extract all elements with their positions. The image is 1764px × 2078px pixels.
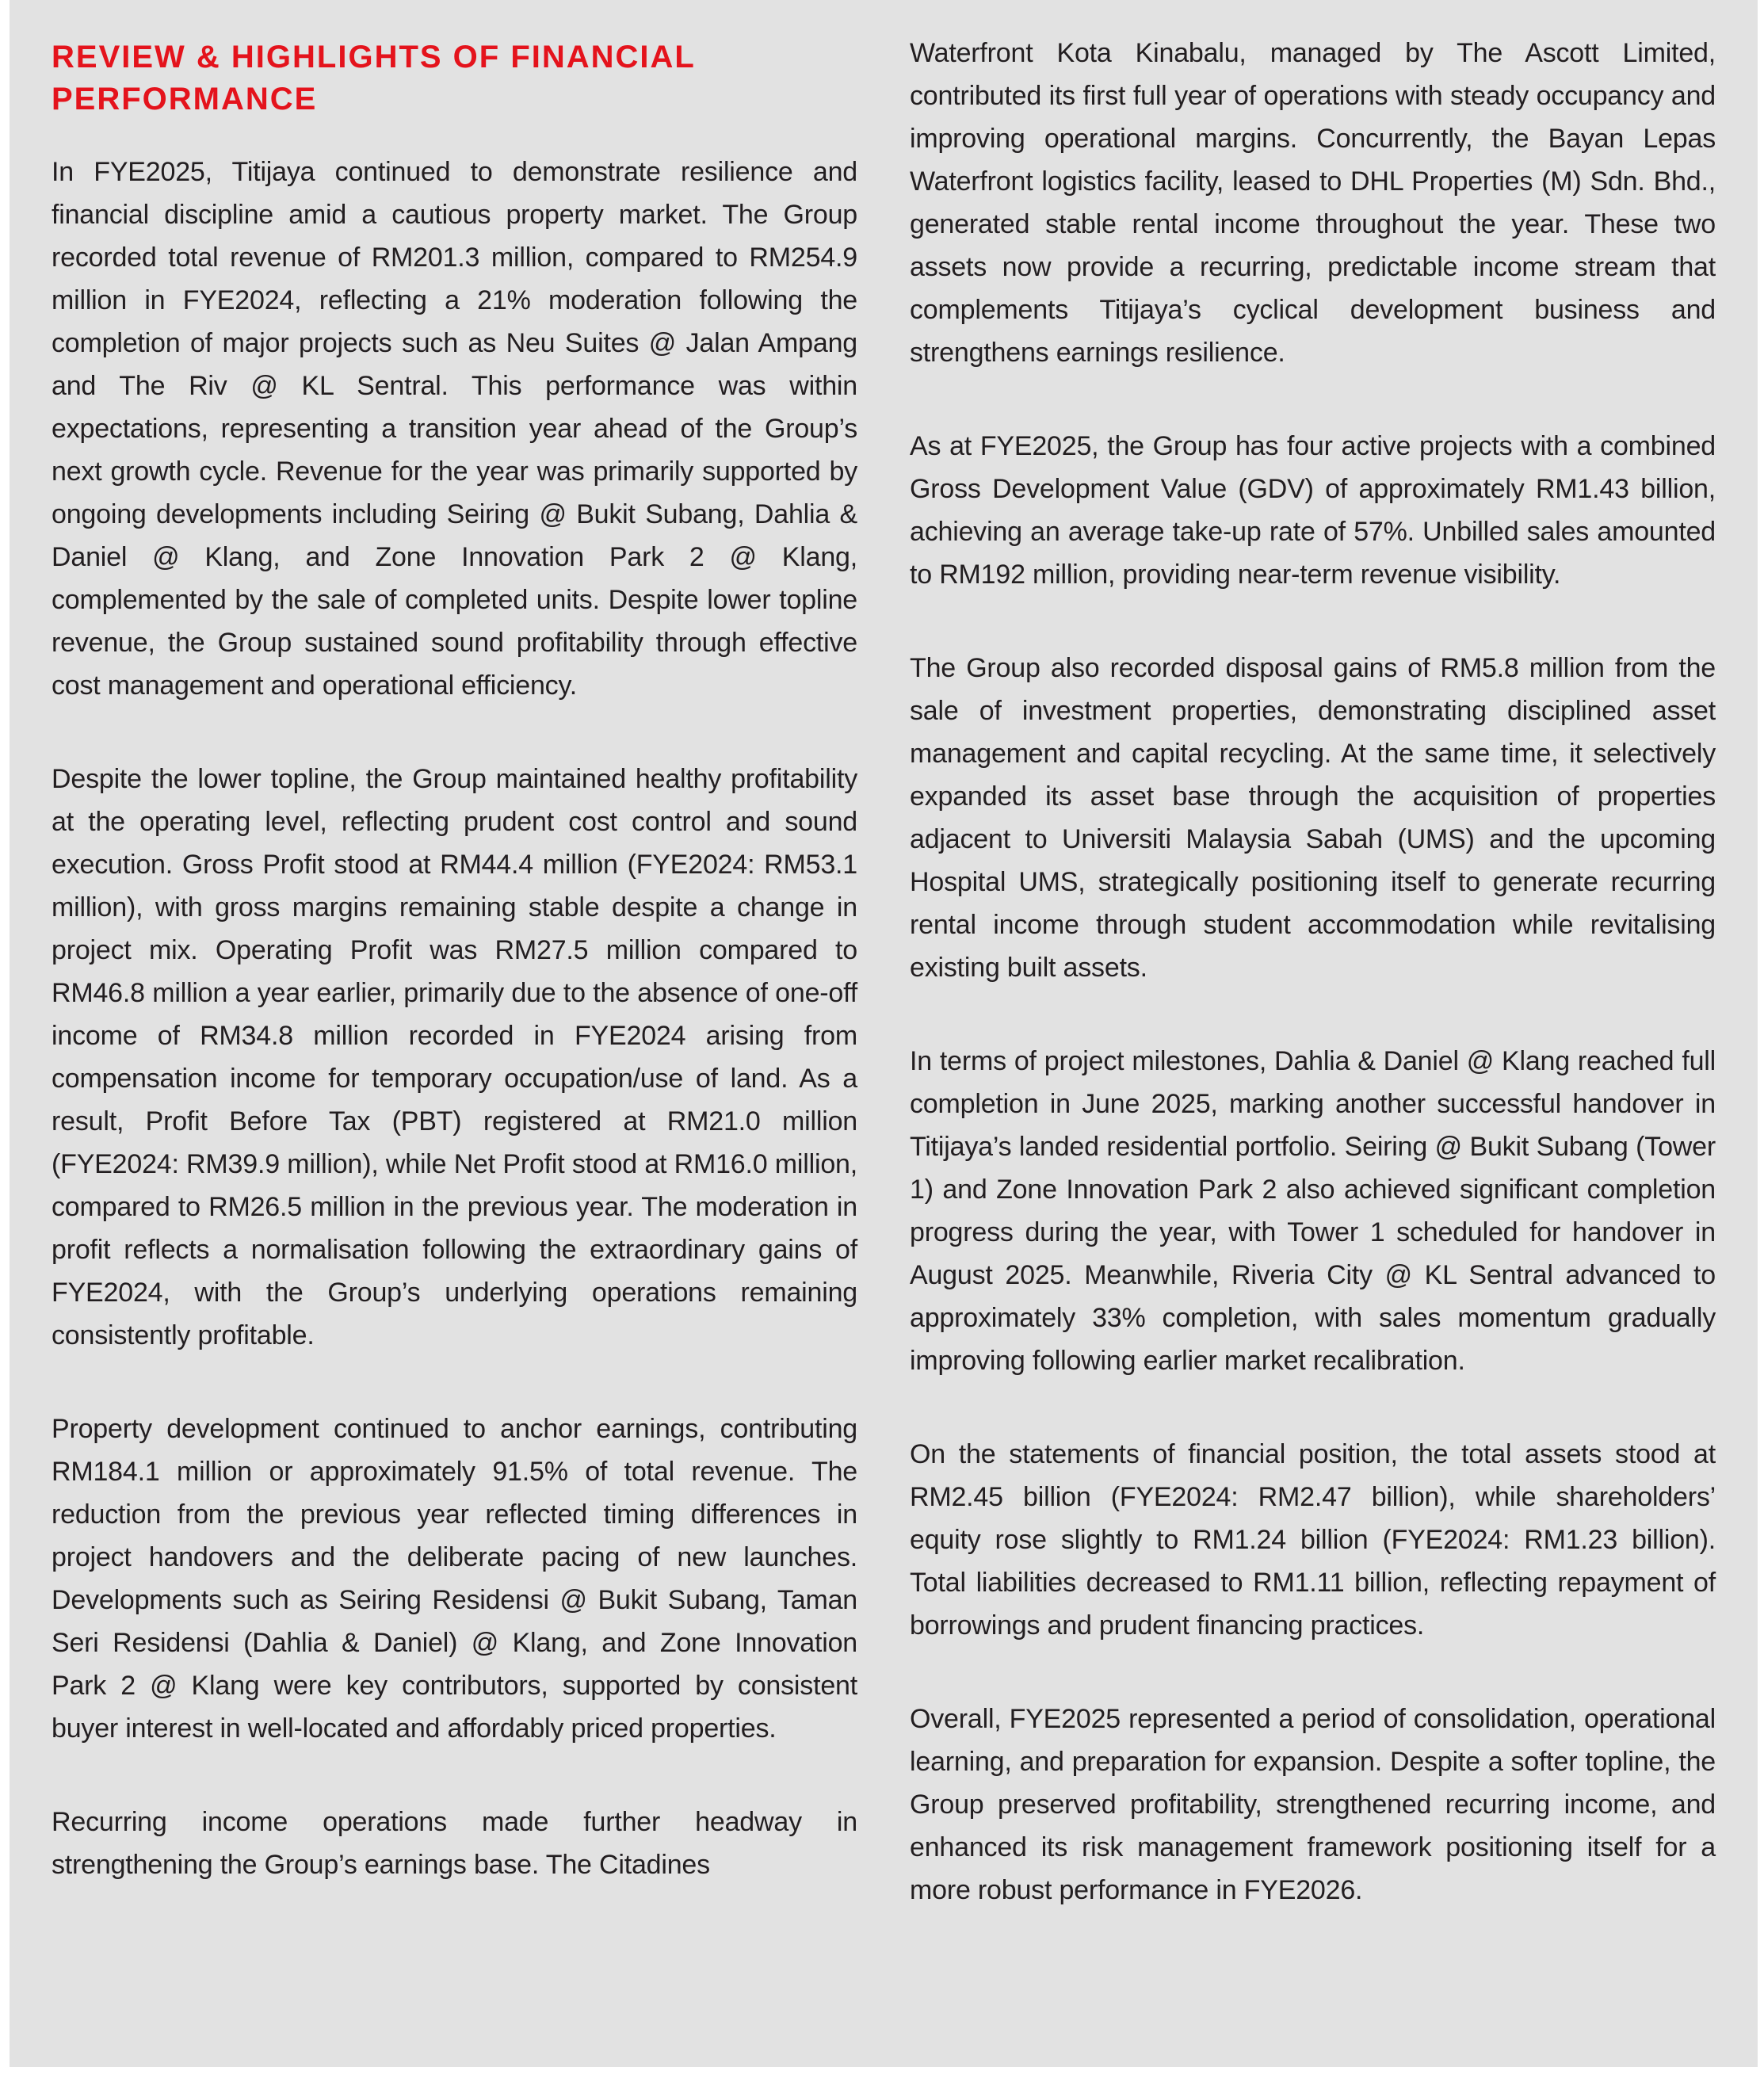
paragraph: Property development continued to anchor earnings, contributing RM184.1 million or approximately 91.5% of total revenue. The reduction from the previous year reflected timing differences in project handovers and the deliberate pacing of new launches. Developments such as Seiring Residensi @ Bukit Subang, Taman Seri Residensi (Dahlia & Daniel) @ Klang, and Zone Innovation Park 2 @ Klang were key contributors, supported by consistent buyer interest in well-located and affordably priced properties. [52,1414,857,1744]
paragraph: The Group also recorded disposal gains of RM5.8 million from the sale of investment properties, demonstrating disciplined asset management and capital recycling. At the same time, it selectively expanded its asset base through the acquisition of properties adjacent to Universiti Malaysia Sabah (UMS) and the upcoming Hospital UMS, strategically positioning itself to generate recurring rental income through student accommodation while revitalising existing built assets. [910,653,1716,983]
left-column [52,32,857,1962]
paragraph: Despite the lower topline, the Group maintained healthy profitability at the operating level, reflecting prudent cost control and sound execution. Gross Profit stood at RM44.4 million (FYE2024: RM53.1 million), with gross margins remaining stable despite a change in project mix. Operating Profit was RM27.5 million compared to RM46.8 million a year earlier, primarily due to the absence of one-off income of RM34.8 million recorded in FYE2024 arising from compensation income for temporary occupation/use of land. As a result, Profit Before Tax (PBT) registered at RM21.0 million (FYE2024: RM39.9 million), while Net Profit stood at RM16.0 million, compared to RM26.5 million in the previous year. The moderation in profit reflects a normalisation following the extraordinary gains of FYE2024, with the Group’s underlying operations remaining consistently profitable. [52,764,857,1350]
paragraph: Overall, FYE2025 represented a period of consolidation, operational learning, and preparation for expansion. Despite a softer topline, the Group preserved profitability, strengthened recurring income, and enhanced its risk management framework positioning itself for a more robust performance in FYE2026. [910,1704,1716,1905]
paragraph: In terms of project milestones, Dahlia & Daniel @ Klang reached full completion in June 2025, marking another successful handover in Titijaya’s landed residential portfolio. Seiring @ Bukit Subang (Tower 1) and Zone Innovation Park 2 also achieved significant completion progress during the year, with Tower 1 scheduled for handover in August 2025. Meanwhile, Riveria City @ KL Sentral advanced to approximately 33% completion, with sales momentum gradually improving following earlier market recalibration. [910,1046,1716,1376]
paragraph: Waterfront Kota Kinabalu, managed by The Ascott Limited, contributed its first full year of operations with steady occupancy and improving operational margins. Concurrently, the Bayan Lepas Waterfront logistics facility, leased to DHL Properties (M) Sdn. Bhd., generated stable rental income throughout the year. These two assets now provide a recurring, predictable income stream that complements Titijaya’s cyclical development business and strengthens earnings resilience. [910,38,1716,368]
section-heading [52,36,857,120]
two-column-text-area [52,0,1716,1962]
right-column [910,32,1716,1962]
section-heading-line-2: PERFORMANCE [52,82,318,117]
paragraph: On the statements of financial position, the total assets stood at RM2.45 billion (FYE2024: RM2.47 billion), while shareholders’ equity rose slightly to RM1.24 billion (FYE2024: RM1.23 billion). Total liabilities decreased to RM1.11 billion, reflecting repayment of borrowings and prudent financing practices. [910,1439,1716,1641]
paragraph: Recurring income operations made further headway in strengthening the Group’s earnings base. The Citadines [52,1807,857,1880]
paragraph: As at FYE2025, the Group has four active projects with a combined Gross Development Value (GDV) of approximately RM1.43 billion, achieving an average take-up rate of 57%. Unbilled sales amounted to RM192 million, providing near-term revenue visibility. [910,431,1716,590]
paragraph: In FYE2025, Titijaya continued to demonstrate resilience and financial discipline amid a cautious property market. The Group recorded total revenue of RM201.3 million, compared to RM254.9 million in FYE2024, reflecting a 21% moderation following the completion of major projects such as Neu Suites @ Jalan Ampang and The Riv @ KL Sentral. This performance was within expectations, representing a transition year ahead of the Group’s next growth cycle. Revenue for the year was primarily supported by ongoing developments including Seiring @ Bukit Subang, Dahlia & Daniel @ Klang, and Zone Innovation Park 2 @ Klang, complemented by the sale of completed units. Despite lower topline revenue, the Group sustained sound profitability through effective cost management and operational efficiency. [52,157,857,701]
section-heading-line-1: REVIEW & HIGHLIGHTS OF FINANCIAL [52,40,696,74]
